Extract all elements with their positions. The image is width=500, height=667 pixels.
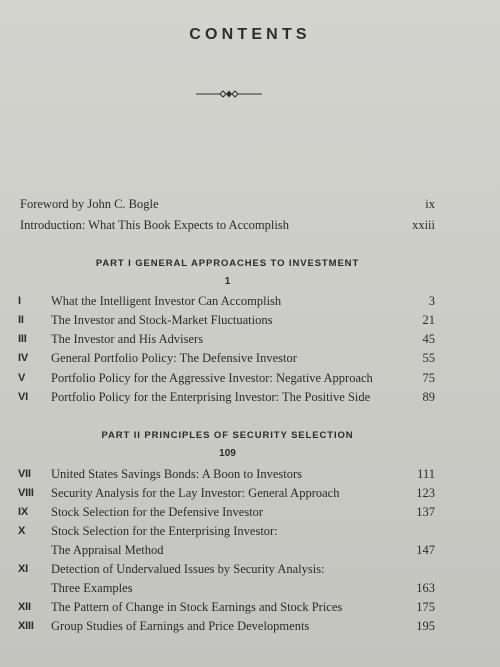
entry-title: Stock Selection for the Defensive Investor xyxy=(51,505,264,519)
entry-page: 175 xyxy=(416,600,435,614)
chapter-number: VI xyxy=(18,391,28,403)
entry-title: The Investor and His Advisers xyxy=(51,332,204,346)
toc-entry-chapter[interactable] xyxy=(0,560,500,578)
entry-title: Security Analysis for the Lay Investor: General Approach xyxy=(51,486,340,500)
entry-title: General Portfolio Policy: The Defensive Investor xyxy=(51,351,297,365)
entry-page: 195 xyxy=(416,619,435,633)
chapter-number: XIII xyxy=(18,620,34,632)
toc-entry-chapter[interactable] xyxy=(0,522,500,540)
chapter-number: III xyxy=(18,333,27,345)
entry-page: 21 xyxy=(422,313,435,327)
entry-title-continued: Three Examples xyxy=(51,581,133,595)
entry-title: Introduction: What This Book Expects to Accomplish xyxy=(20,218,289,232)
toc-entry-chapter[interactable] xyxy=(0,617,500,635)
entry-title-continued: The Appraisal Method xyxy=(51,543,164,557)
part-page: 1 xyxy=(224,276,231,287)
page-title: CONTENTS xyxy=(189,26,311,43)
toc-entry-chapter[interactable] xyxy=(0,484,500,502)
entry-title: United States Savings Bonds: A Boon to Investors xyxy=(51,467,303,481)
part-heading: PART I GENERAL APPROACHES TO INVESTMENT xyxy=(95,258,360,269)
toc-entry-chapter[interactable] xyxy=(0,349,500,367)
chapter-number: II xyxy=(18,314,24,326)
toc-entry-introduction[interactable] xyxy=(0,216,500,234)
toc-entry-chapter[interactable] xyxy=(0,369,500,387)
chapter-number: X xyxy=(18,525,26,537)
entry-title: Group Studies of Earnings and Price Developments xyxy=(51,619,310,633)
entry-title: Detection of Undervalued Issues by Security Analysis: xyxy=(51,562,325,576)
chapter-number: VIII xyxy=(18,487,34,499)
toc-entry-chapter[interactable] xyxy=(0,330,500,348)
entry-title: Foreword by John C. Bogle xyxy=(20,197,159,211)
toc-entry-chapter[interactable] xyxy=(0,598,500,616)
toc-entry-continuation[interactable] xyxy=(0,579,500,597)
toc-entry-chapter[interactable] xyxy=(0,388,500,406)
entry-page: xxiii xyxy=(412,218,435,232)
chapter-number: I xyxy=(18,295,21,307)
chapter-number: IV xyxy=(18,352,28,364)
chapter-number: XI xyxy=(18,563,28,575)
entry-page: 137 xyxy=(416,505,435,519)
part-heading: PART II PRINCIPLES OF SECURITY SELECTION xyxy=(101,430,354,441)
entry-page: 147 xyxy=(416,543,435,557)
entry-title: Portfolio Policy for the Aggressive Investor: Negative Approach xyxy=(51,371,373,385)
toc-entry-chapter[interactable] xyxy=(0,503,500,521)
chapter-number: XII xyxy=(18,601,31,613)
chapter-number: V xyxy=(18,372,26,384)
toc-entry-chapter[interactable] xyxy=(0,311,500,329)
entry-page: ix xyxy=(425,197,435,211)
entry-title: The Pattern of Change in Stock Earnings and Stock Prices xyxy=(51,600,343,614)
entry-page: 55 xyxy=(422,351,435,365)
entry-page: 111 xyxy=(417,467,435,481)
entry-title: What the Intelligent Investor Can Accomplish xyxy=(51,294,282,308)
chapter-number: VII xyxy=(18,468,31,480)
entry-title: Portfolio Policy for the Enterprising Investor: The Positive Side xyxy=(51,390,371,404)
toc-entry-foreword[interactable] xyxy=(0,195,500,213)
toc-entry-continuation[interactable] xyxy=(0,541,500,559)
entry-page: 45 xyxy=(422,332,435,346)
entry-page: 89 xyxy=(422,390,435,404)
toc-entry-chapter[interactable] xyxy=(0,465,500,483)
entry-title: Stock Selection for the Enterprising Investor: xyxy=(51,524,278,538)
ornament-divider-icon xyxy=(194,88,264,100)
entry-page: 163 xyxy=(416,581,435,595)
entry-page: 75 xyxy=(422,371,435,385)
part-page: 109 xyxy=(219,448,236,459)
entry-title: The Investor and Stock-Market Fluctuations xyxy=(51,313,273,327)
chapter-number: IX xyxy=(18,506,28,518)
toc-entry-chapter[interactable] xyxy=(0,292,500,310)
entry-page: 3 xyxy=(428,294,435,308)
entry-page: 123 xyxy=(416,486,435,500)
